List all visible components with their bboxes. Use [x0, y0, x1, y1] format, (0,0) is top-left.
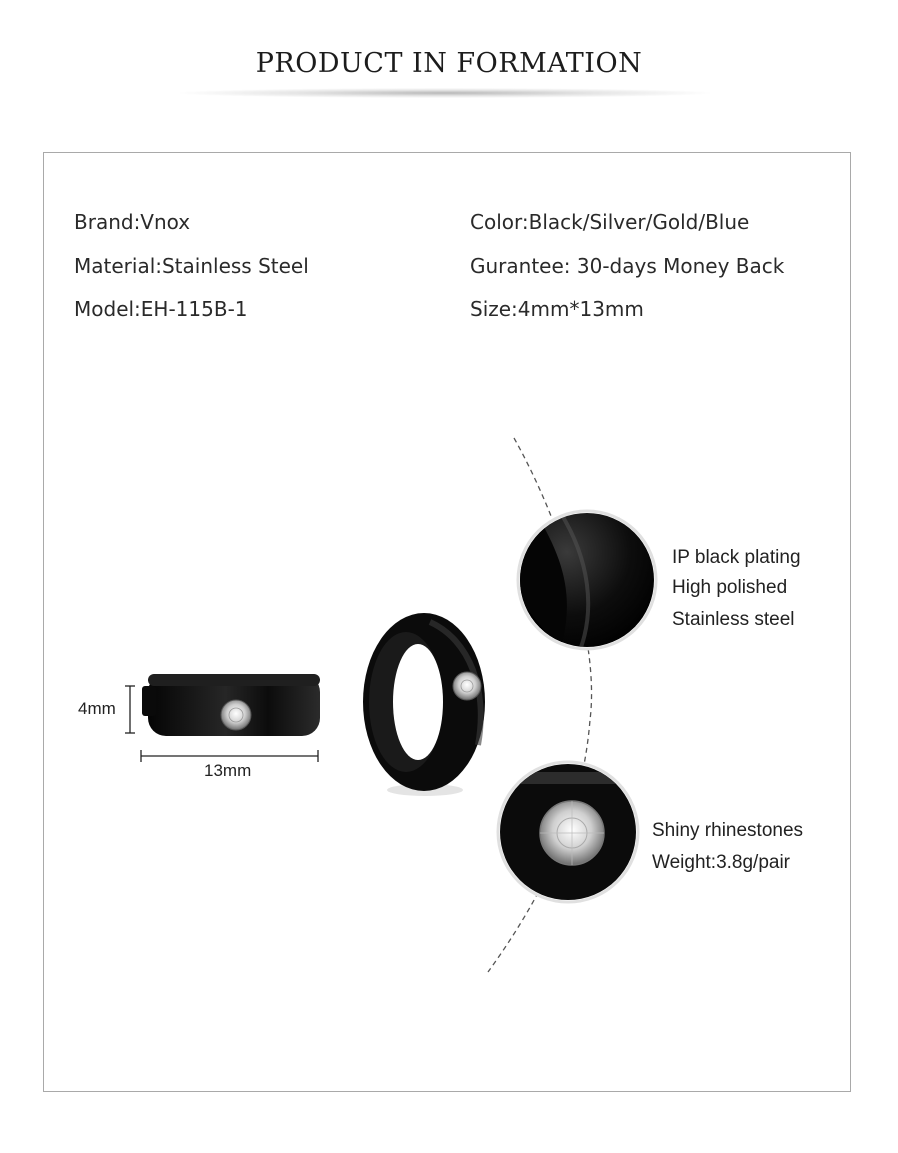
callout-plating-line1: IP black plating	[672, 547, 801, 568]
spec-size: Size:4mm*13mm	[470, 297, 644, 321]
ring-side-view	[142, 674, 320, 736]
spec-material: Material:Stainless Steel	[74, 254, 309, 278]
callout-stones-line2: Weight:3.8g/pair	[652, 852, 791, 873]
callout-plating-line3: Stainless steel	[672, 609, 795, 630]
ring-front-view	[363, 613, 485, 796]
spec-color: Color:Black/Silver/Gold/Blue	[470, 210, 750, 234]
spec-brand: Brand:Vnox	[74, 210, 191, 234]
height-dimension-label: 4mm	[78, 699, 116, 718]
spec-model: Model:EH-115B-1	[74, 297, 248, 321]
callout-plating-line2: High polished	[672, 577, 788, 598]
spec-guarantee: Gurantee: 30-days Money Back	[470, 254, 785, 278]
zoom-bubble-rhinestone	[498, 762, 638, 902]
zoom-bubble-plating	[518, 510, 658, 650]
page-title: PRODUCT IN FORMATION	[255, 48, 643, 79]
callout-stones-line1: Shiny rhinestones	[652, 820, 804, 841]
width-dimension-label: 13mm	[204, 761, 252, 780]
